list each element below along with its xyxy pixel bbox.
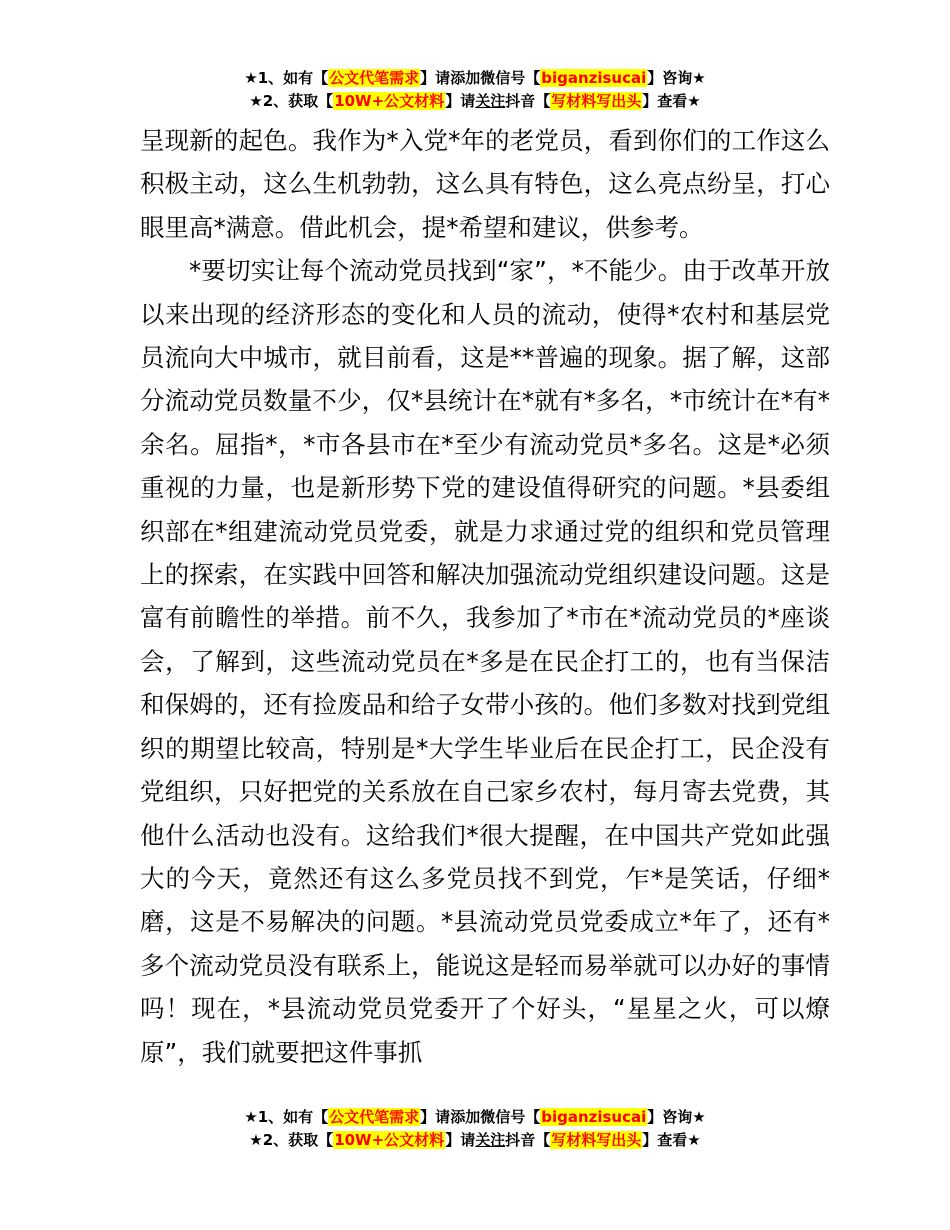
banner-highlight: 10W+公文材料 [334, 92, 445, 110]
banner-text: 】查看★ [642, 1131, 701, 1149]
banner-emphasis: 关注 [475, 92, 506, 110]
banner-highlight: biganzisucai [541, 69, 647, 87]
banner-text: ★2、获取【 [249, 92, 334, 110]
footer-banner-line-1 [0, 1106, 950, 1129]
paragraph: *要切实让每个流动党员找到“家”，*不能少。由于改革开放以来出现的经济形态的变化和人员的流动，使得*农村和基层党员流向大中城市，就目前看，这是**普遍的现象。据了解，这部分流动党员数量不少，仅*县统计在*就有*多名，*市统计在*有*余名。屈指*，*市各县市在*至少有流动党员*多名。这是*必须重视的力量，也是新形势下党的建设值得研究的问题。*县委组织部在*组建流动党员党委，就是力求通过党的组织和党员管理上的探索，在实践中回答和解决加强流动党组织建设问题。这是富有前瞻性的举措。前不久，我参加了*市在*流动党员的*座谈会，了解到，这些流动党员在*多是在民企打工的，也有当保洁和保姆的，还有捡废品和给子女带小孩的。他们多数对找到党组织的期望比较高，特别是*大学生毕业后在民企打工，民企没有党组织，只好把党的关系放在自己家乡农村，每月寄去党费，其他什么活动也没有。这给我们*很大提醒，在中国共产党如此强大的今天，竟然还有这么多党员找不到党，乍*是笑话，仔细*磨，这是不易解决的问题。*县流动党员党委成立*年了，还有*多个流动党员没有联系上，能说这是轻而易举就可以办好的事情吗！现在，*县流动党员党委开了个好头，“星星之火，可以燎原”，我们就要把这件事抓 [140, 256, 830, 1067]
paragraph-continuation: 呈现新的起色。我作为*入党*年的老党员，看到你们的工作这么积极主动，这么生机勃勃，这么具有特色，这么亮点纷呈，打心眼里高*满意。借此机会，提*希望和建议，供参考。 [140, 126, 830, 242]
banner-emphasis: 添加 [450, 69, 481, 87]
banner-text: 抖音【 [505, 92, 551, 110]
banner-highlight: 写材料写出头 [551, 1131, 642, 1149]
footer-banner-line-2 [0, 1129, 950, 1152]
document-body [140, 119, 830, 1074]
banner-highlight: 公文代笔需求 [329, 69, 420, 87]
banner-text: 】请 [420, 69, 451, 87]
header-banner-line-1 [0, 67, 950, 90]
banner-text: 抖音【 [505, 1131, 551, 1149]
banner-text: 】咨询★ [647, 69, 706, 87]
banner-text: ★1、如有【 [244, 69, 329, 87]
banner-emphasis: 添加 [450, 1108, 481, 1126]
banner-text: 】查看★ [642, 92, 701, 110]
footer-banner [0, 1106, 950, 1152]
banner-highlight: 公文代笔需求 [329, 1108, 420, 1126]
banner-highlight: 10W+公文材料 [334, 1131, 445, 1149]
header-banner [0, 67, 950, 113]
banner-text: 】请 [420, 1108, 451, 1126]
banner-text: 】请 [445, 1131, 476, 1149]
banner-text: 微信号【 [480, 1108, 541, 1126]
banner-text: ★2、获取【 [249, 1131, 334, 1149]
banner-highlight: 写材料写出头 [551, 92, 642, 110]
banner-text: 】咨询★ [647, 1108, 706, 1126]
banner-text: 】请 [445, 92, 476, 110]
header-banner-line-2 [0, 90, 950, 113]
banner-text: ★1、如有【 [244, 1108, 329, 1126]
banner-highlight: biganzisucai [541, 1108, 647, 1126]
banner-emphasis: 关注 [475, 1131, 506, 1149]
banner-text: 微信号【 [480, 69, 541, 87]
